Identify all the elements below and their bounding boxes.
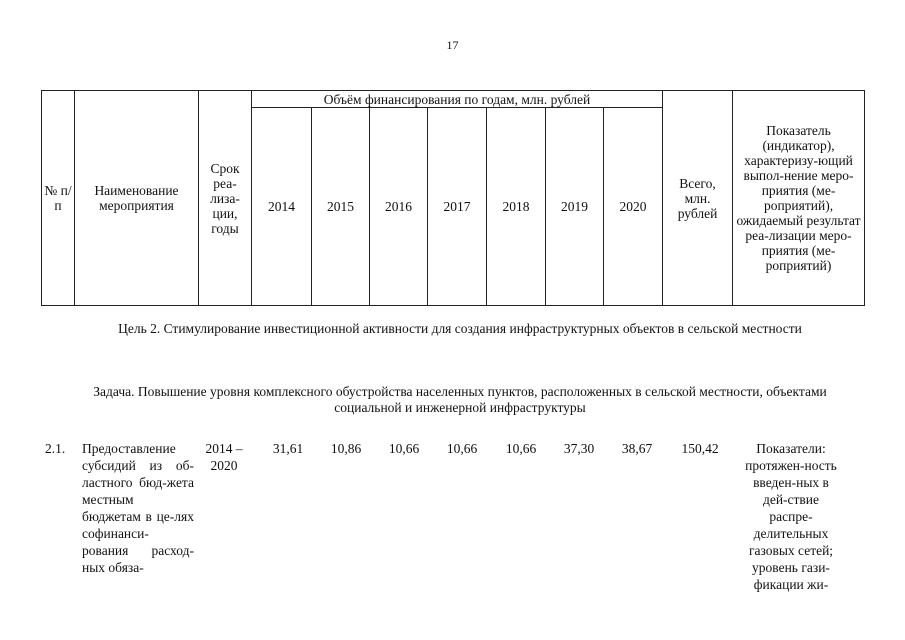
row-value-2015: 10,86	[330, 441, 362, 456]
goal-heading: Цель 2. Стимулирование инвестиционной активности для создания инфраструктурных объектов в сельской местности	[118, 321, 802, 336]
row-value-2016: 10,66	[388, 441, 420, 456]
header-year: 2014	[252, 108, 312, 306]
page-number: 17	[446, 38, 459, 52]
row-value-2014: 31,61	[272, 441, 304, 456]
row-name: Предоставление субсидий из об-ластного бюд-жета местным бюджетам в це-лях софинанси-рования расход-ных обяза-	[82, 441, 194, 575]
row-num: 2.1.	[45, 441, 66, 456]
header-year: 2017	[428, 108, 487, 306]
header-indicator: Показатель (индикатор), характеризу-ющий выпол-нение меро-приятия (ме-роприятий), ожидаемый результат реа-лизации меро-приятия (ме-роприятий)	[733, 91, 865, 306]
header-year: 2018	[487, 108, 546, 306]
header-year: 2016	[370, 108, 428, 306]
header-financing-title: Объём финансирования по годам, млн. рублей	[252, 91, 663, 108]
header-year: 2020	[604, 108, 663, 306]
row-value-2017: 10,66	[446, 441, 478, 456]
row-value-2019: 37,30	[563, 441, 595, 456]
row-value-2018: 10,66	[505, 441, 537, 456]
header-term: Срок реа-лиза-ции, годы	[199, 91, 252, 306]
header-total: Всего, млн. рублей	[663, 91, 733, 306]
row-term: 2014 – 2020	[205, 441, 243, 473]
header-table	[41, 90, 865, 306]
header-name: Наименование мероприятия	[75, 91, 199, 306]
header-year: 2019	[546, 108, 604, 306]
row-indicator: Показатели: протяжен-ность введен-ных в дей-ствие распре-делительных газовых сетей; уровень гази-фикации жи-	[745, 441, 837, 592]
header-num: № п/п	[42, 91, 75, 306]
row-total: 150,42	[681, 441, 719, 456]
header-year: 2015	[312, 108, 370, 306]
task-heading: Задача. Повышение уровня комплексного обустройства населенных пунктов, расположенных в сельской местности, объектами социальной и инженерной инфраструктуры	[93, 384, 827, 415]
row-value-2020: 38,67	[621, 441, 653, 456]
